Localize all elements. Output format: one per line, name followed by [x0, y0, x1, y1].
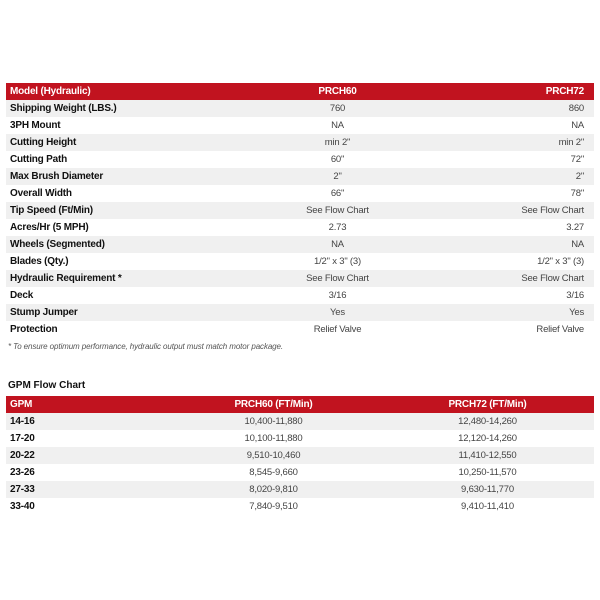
header-model: Model (Hydraulic) [10, 86, 91, 97]
gpm-value: 20-22 [10, 450, 35, 461]
prch60-ftmin-value: 9,510-10,460 [246, 450, 301, 461]
table-row [6, 481, 594, 498]
prch72-value: 2" [575, 171, 584, 182]
prch72-ftmin-value: 12,480-14,260 [458, 416, 517, 427]
gpm-value: 14-16 [10, 416, 35, 427]
table-row [6, 134, 594, 151]
table-row [6, 270, 594, 287]
header-row [6, 396, 594, 413]
prch72-value: 860 [568, 103, 584, 114]
flow-chart-table [6, 396, 594, 515]
flow-chart-title: GPM Flow Chart [8, 380, 86, 391]
spec-label: Hydraulic Requirement * [10, 273, 122, 284]
prch72-value: Yes [569, 307, 584, 318]
prch72-value: 3/16 [566, 290, 584, 301]
prch60-ftmin-value: 10,400-11,880 [244, 416, 303, 427]
specifications-table [6, 83, 594, 338]
header-gpm: GPM [10, 399, 33, 410]
prch60-value: 66" [330, 188, 345, 199]
prch60-value: Yes [330, 307, 345, 318]
spec-label: Tip Speed (Ft/Min) [10, 205, 93, 216]
header-row [6, 83, 594, 100]
prch72-value: 1/2" x 3" (3) [537, 256, 584, 267]
specifications-table-header [6, 83, 594, 100]
prch60-ftmin-value: 7,840-9,510 [249, 501, 298, 512]
prch60-value: 3/16 [328, 290, 347, 301]
table-row [6, 498, 594, 515]
prch72-value: NA [571, 120, 584, 131]
prch60-value: 2.73 [328, 222, 347, 233]
footnote: * To ensure optimum performance, hydraulic output must match motor package. [8, 342, 284, 351]
table-row [6, 464, 594, 481]
spec-label: Protection [10, 324, 58, 335]
table-row [6, 117, 594, 134]
spec-sheet [6, 83, 594, 515]
prch60-value: Relief Valve [313, 324, 362, 335]
table-row [6, 236, 594, 253]
table-row [6, 413, 594, 430]
gpm-value: 27-33 [10, 484, 35, 495]
spec-label: Cutting Path [10, 154, 68, 165]
prch60-value: 760 [329, 103, 346, 114]
gpm-value: 17-20 [10, 433, 35, 444]
header-prch72: PRCH72 [545, 86, 584, 97]
prch60-value: min 2" [324, 137, 351, 148]
flow-chart-body [6, 413, 594, 515]
prch60-value: NA [331, 239, 344, 250]
spec-label: Blades (Qty.) [10, 256, 69, 267]
spec-label: Wheels (Segmented) [10, 239, 105, 250]
prch72-value: See Flow Chart [521, 273, 584, 284]
prch60-value: See Flow Chart [306, 205, 369, 216]
prch72-value: 3.27 [566, 222, 584, 233]
spec-label: Cutting Height [10, 137, 77, 148]
table-row [6, 100, 594, 117]
prch72-value: See Flow Chart [521, 205, 584, 216]
prch60-value: 2" [333, 171, 342, 182]
table-row [6, 304, 594, 321]
prch60-value: 60" [330, 154, 345, 165]
prch60-ftmin-value: 8,020-9,810 [249, 484, 298, 495]
table-row [6, 219, 594, 236]
prch60-ftmin-value: 8,545-9,660 [249, 467, 298, 478]
spec-label: Overall Width [10, 188, 72, 199]
prch60-value: 1/2" x 3" (3) [314, 256, 361, 267]
prch72-ftmin-value: 12,120-14,260 [458, 433, 517, 444]
prch60-ftmin-value: 10,100-11,880 [244, 433, 303, 444]
prch72-value: Relief Valve [536, 324, 584, 335]
header-prch60: PRCH60 [318, 86, 357, 97]
table-row [6, 253, 594, 270]
prch72-value: min 2" [558, 137, 584, 148]
table-row [6, 287, 594, 304]
table-row [6, 185, 594, 202]
table-row [6, 321, 594, 338]
prch72-value: NA [571, 239, 584, 250]
spec-label: 3PH Mount [10, 120, 61, 131]
table-row [6, 202, 594, 219]
table-row [6, 430, 594, 447]
prch60-value: See Flow Chart [306, 273, 369, 284]
prch72-ftmin-value: 9,410-11,410 [461, 501, 514, 512]
flow-chart-header [6, 396, 594, 413]
table-row [6, 447, 594, 464]
prch72-value: 72" [570, 154, 584, 165]
table-row [6, 151, 594, 168]
prch60-value: NA [331, 120, 344, 131]
spec-label: Max Brush Diameter [10, 171, 104, 182]
prch72-value: 78" [570, 188, 584, 199]
prch72-ftmin-value: 11,410-12,550 [458, 450, 517, 461]
spec-label: Stump Jumper [10, 307, 78, 318]
prch72-ftmin-value: 9,630-11,770 [461, 484, 514, 495]
spec-label: Acres/Hr (5 MPH) [10, 222, 89, 233]
specifications-table-body [6, 100, 594, 338]
spec-label: Shipping Weight (LBS.) [10, 103, 117, 114]
spec-label: Deck [10, 290, 34, 301]
gpm-value: 33-40 [10, 501, 35, 512]
header-prch60-ftmin: PRCH60 (FT/Min) [234, 399, 313, 410]
prch72-ftmin-value: 10,250-11,570 [458, 467, 517, 478]
table-row [6, 168, 594, 185]
header-prch72-ftmin: PRCH72 (FT/Min) [448, 399, 527, 410]
gpm-value: 23-26 [10, 467, 35, 478]
